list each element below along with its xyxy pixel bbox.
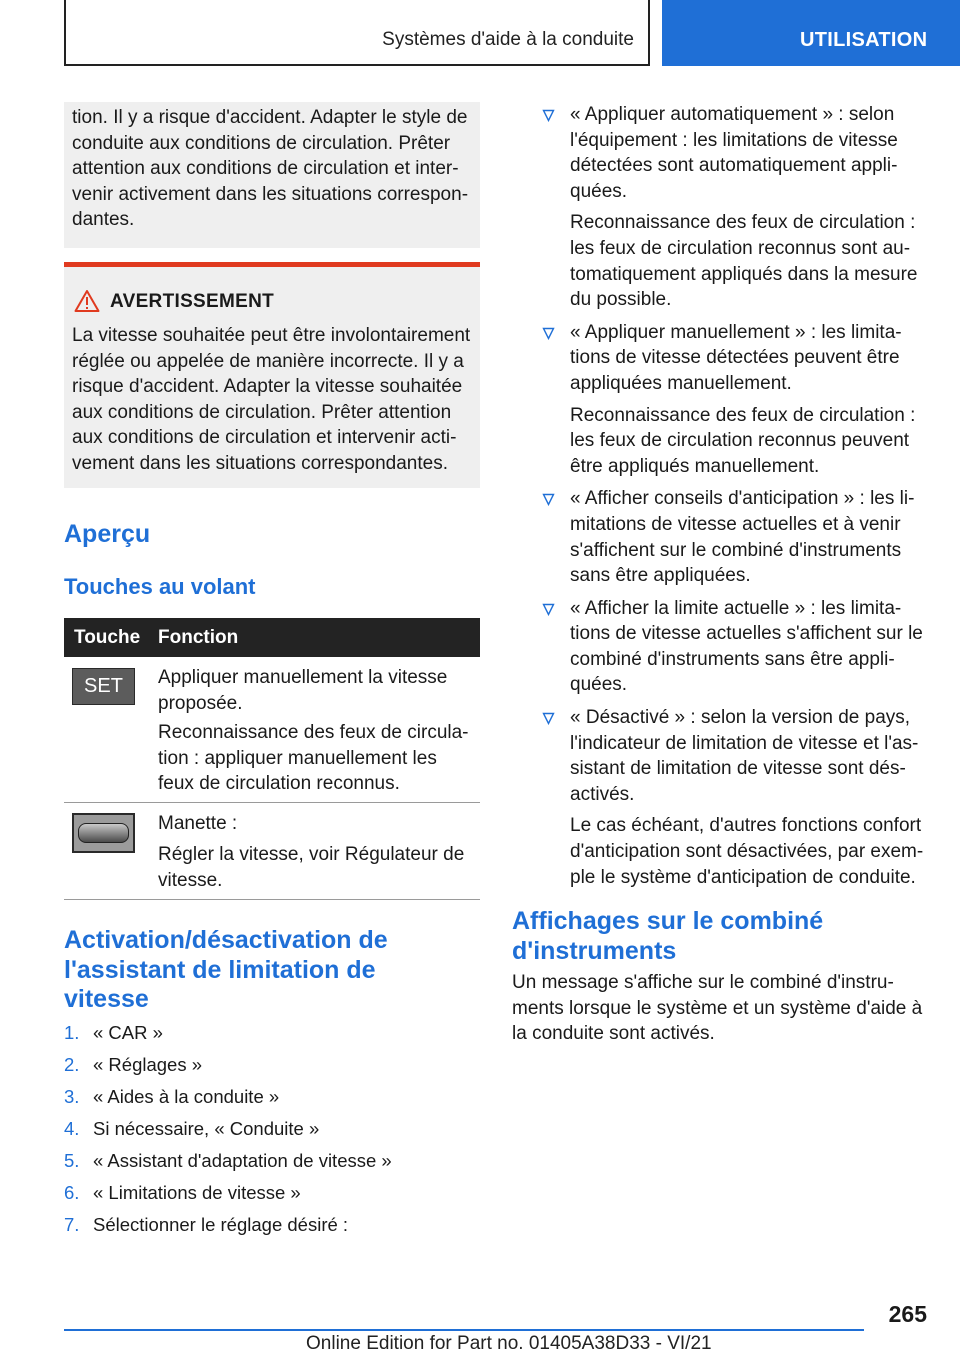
- left-column: [64, 102, 480, 1235]
- triangle-bullet-icon: [542, 493, 555, 506]
- bullet-text: « Appliquer automatiquement » : selon l'équipement : les limitations de vitesse détectées sont automatiquement appli-quées.: [570, 104, 898, 202]
- heading-instrument-display: Affichages sur le combiné d'instruments: [512, 907, 824, 965]
- lever-icon: [72, 813, 135, 853]
- section-title: Systèmes d'aide à la conduite: [382, 29, 634, 50]
- row-function-text: Manette :: [158, 813, 238, 834]
- heading-overview: Aperçu: [64, 520, 151, 548]
- triangle-bullet-icon: [542, 603, 555, 616]
- heading-steering-buttons: Touches au volant: [64, 574, 256, 599]
- header-box: [64, 0, 650, 66]
- list-item: 4. Si nécessaire, « Conduite »: [64, 1118, 320, 1139]
- warning-triangle-icon: [74, 289, 100, 313]
- row-function-text: Appliquer manuellement la vitesse proposée.: [158, 667, 448, 714]
- row-function-text: Régler la vitesse, voir Régulateur de vitesse.: [158, 844, 465, 891]
- buttons-table: [64, 618, 480, 900]
- bullet-text: « Afficher conseils d'anticipation » : les li-mitations de vitesse actuelles et à venir s'affichent sur le combiné d'instruments sans être appliquées.: [570, 488, 915, 587]
- heading-activation: Activation/désactivation de l'assistant de limitation de vitesse: [64, 926, 388, 1013]
- edition-footer: Online Edition for Part no. 01405A38D33 - VI/21: [306, 1333, 712, 1354]
- list-item: 1. « CAR »: [64, 1022, 163, 1043]
- bullet-item: [512, 486, 928, 588]
- right-column: [512, 102, 928, 1047]
- list-item: 3. « Aides à la conduite »: [64, 1086, 280, 1107]
- bullet-text: Le cas échéant, d'autres fonctions confort d'anticipation sont désactivées, par exem-ple le système d'anticipation de conduite.: [570, 815, 924, 888]
- set-button-icon: SET: [72, 668, 135, 705]
- bullet-item: [512, 320, 928, 480]
- bullet-item: [512, 705, 928, 890]
- display-text: Un message s'affiche sur le combiné d'instru-ments lorsque le système et un système d'aide à la conduite sont activés.: [512, 972, 923, 1045]
- triangle-bullet-icon: [542, 712, 555, 725]
- bullet-item: [512, 596, 928, 698]
- chapter-tab-label: UTILISATION: [800, 29, 928, 51]
- bullet-item: [512, 102, 928, 313]
- steps-list: [64, 1022, 480, 1246]
- column-header-key: Touche: [74, 627, 141, 648]
- page-number: 265: [888, 1301, 927, 1327]
- list-item: 7. Sélectionner le réglage désiré :: [64, 1214, 349, 1235]
- list-item: 5. « Assistant d'adaptation de vitesse »: [64, 1150, 392, 1171]
- intro-box: [64, 102, 480, 248]
- triangle-bullet-icon: [542, 109, 555, 122]
- chapter-tab: [662, 0, 960, 66]
- table-header: [64, 618, 480, 657]
- warning-text: La vitesse souhaitée peut être involontairement réglée ou appelée de manière incorrecte. Il y a risque d'accident. Adapter la vitesse souhaitée aux conditions de circulation. Prêter attention aux conditions de circulation et intervenir acti-vement dans les situations correspondantes.: [72, 325, 471, 474]
- list-item: 2. « Réglages »: [64, 1054, 203, 1075]
- list-item: 6. « Limitations de vitesse »: [64, 1182, 301, 1203]
- triangle-bullet-icon: [542, 327, 555, 340]
- bullet-text: « Appliquer manuellement » : les limita-tions de vitesse détectées peuvent être appliquées manuellement.: [570, 321, 902, 394]
- table-row: [64, 803, 480, 900]
- bullet-text: « Afficher la limite actuelle » : les limita-tions de vitesse actuelles s'affichent sur le combiné d'instruments sans être appli-quées.: [570, 597, 923, 696]
- bullet-text: Reconnaissance des feux de circulation : les feux de circulation reconnus peuvent être appliqués manuellement.: [570, 404, 916, 477]
- footer-divider: [64, 1329, 864, 1331]
- column-header-function: Fonction: [158, 627, 239, 648]
- bullet-text: Reconnaissance des feux de circulation : les feux de circulation reconnus sont au-tomatiquement appliqués dans la mesure du possible.: [570, 212, 918, 311]
- table-row: [64, 657, 480, 803]
- intro-text: tion. Il y a risque d'accident. Adapter le style de conduite aux conditions de circulation. Prêter attention aux conditions de circulation et inter-venir activement dans les situations correspon-dantes.: [72, 107, 469, 231]
- row-function-text: Reconnaissance des feux de circula-tion : appliquer manuellement les feux de circulation reconnus.: [158, 722, 469, 795]
- bullet-text: « Désactivé » : selon la version de pays, l'indicateur de limitation de vitesse et l'as-sistant de limitation de vitesse sont dés-activés.: [570, 707, 919, 805]
- warning-title: AVERTISSEMENT: [110, 291, 275, 312]
- warning-box: [64, 262, 480, 488]
